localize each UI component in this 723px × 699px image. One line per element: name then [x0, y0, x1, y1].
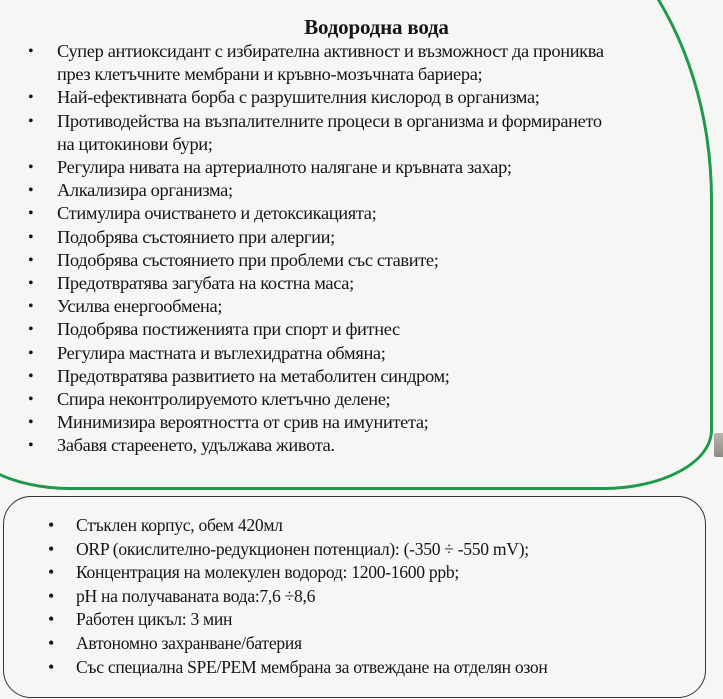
list-item: • Подобрява постиженията при спорт и фитнес [0, 318, 697, 341]
bullet-icon: • [28, 321, 34, 339]
bullet-icon: • [28, 344, 34, 362]
list-item: • Предотвратява развитието на метаболитен синдром; [0, 365, 697, 388]
bullet-icon: • [28, 251, 34, 269]
bullet-icon: • [48, 609, 55, 630]
list-item: • Работен цикъл: 3 мин [0, 608, 723, 632]
bullet-icon: • [28, 43, 34, 60]
list-item: • Най-ефективната борба с разрушителния кислород в организма; [0, 86, 697, 109]
list-item: • Алкализира организма; [0, 179, 697, 202]
bullet-icon: • [28, 89, 34, 107]
list-item: • Подобрява състоянието при проблеми със ставите; [0, 249, 697, 272]
bullet-icon: • [28, 367, 34, 385]
benefits-section [0, 14, 723, 458]
bullet-icon: • [28, 275, 34, 293]
list-item: • Предотвратява загубата на костна маса; [0, 272, 697, 295]
list-item: • pH на получаваната вода:7,6 ÷8,6 [0, 585, 723, 609]
list-item: • Автономно захранване/батерия [0, 632, 723, 656]
list-item: • Подобрява състоянието при алергии; [0, 226, 697, 249]
list-item: • Забавя стареенето, удължава живота. [0, 434, 697, 457]
list-item: • Противодейства на възпалителните процеси в организма и формирането на цитокинови бури; [28, 110, 602, 154]
list-item: • Със специална SPE/PEM мембрана за отвеждане на отделян озон [0, 656, 723, 680]
edge-image-fragment [714, 433, 723, 457]
bullet-icon: • [28, 182, 34, 200]
list-item: • Минимизира вероятността от срив на имунитета; [0, 411, 697, 434]
benefits-list [0, 40, 723, 458]
bullet-icon: • [28, 437, 34, 455]
list-item: • Супер антиоксидант с избирателна активност и възможност да прониква през клетъчните мембрани и кръвно-мозъчната бариера; [28, 41, 604, 85]
list-item: • Усилва енергообмена; [0, 295, 697, 318]
bullet-icon: • [28, 112, 34, 130]
list-item: • ORP (окислително-редукционен потенциал): (-350 ÷ -550 mV); [0, 538, 723, 562]
bullet-icon: • [48, 562, 55, 583]
bullet-icon: • [28, 414, 34, 432]
list-item: • Стимулира очистването и детоксикацията; [0, 202, 697, 225]
list-item: • Спира неконтролируемото клетъчно делене; [0, 388, 697, 411]
bullet-icon: • [48, 515, 55, 535]
list-item: • Стъклен корпус, обем 420мл [0, 514, 723, 538]
bullet-icon: • [48, 585, 55, 606]
bullet-icon: • [48, 632, 55, 653]
bullet-icon: • [28, 205, 34, 223]
bullet-icon: • [48, 538, 55, 559]
list-item: • Концентрация на молекулен водород: 1200-1600 ppb; [0, 561, 723, 585]
bullet-icon: • [28, 228, 34, 246]
bullet-icon: • [28, 298, 34, 316]
section-title: Водородна вода [304, 15, 449, 39]
bullet-icon: • [48, 656, 55, 677]
bullet-icon: • [28, 159, 34, 177]
list-item: • Регулира нивата на артериалното налягане и кръвната захар; [0, 156, 697, 179]
list-item: • Регулира мастната и въглехидратна обмяна; [0, 342, 697, 365]
specs-list [0, 514, 723, 679]
bullet-icon: • [28, 391, 34, 409]
